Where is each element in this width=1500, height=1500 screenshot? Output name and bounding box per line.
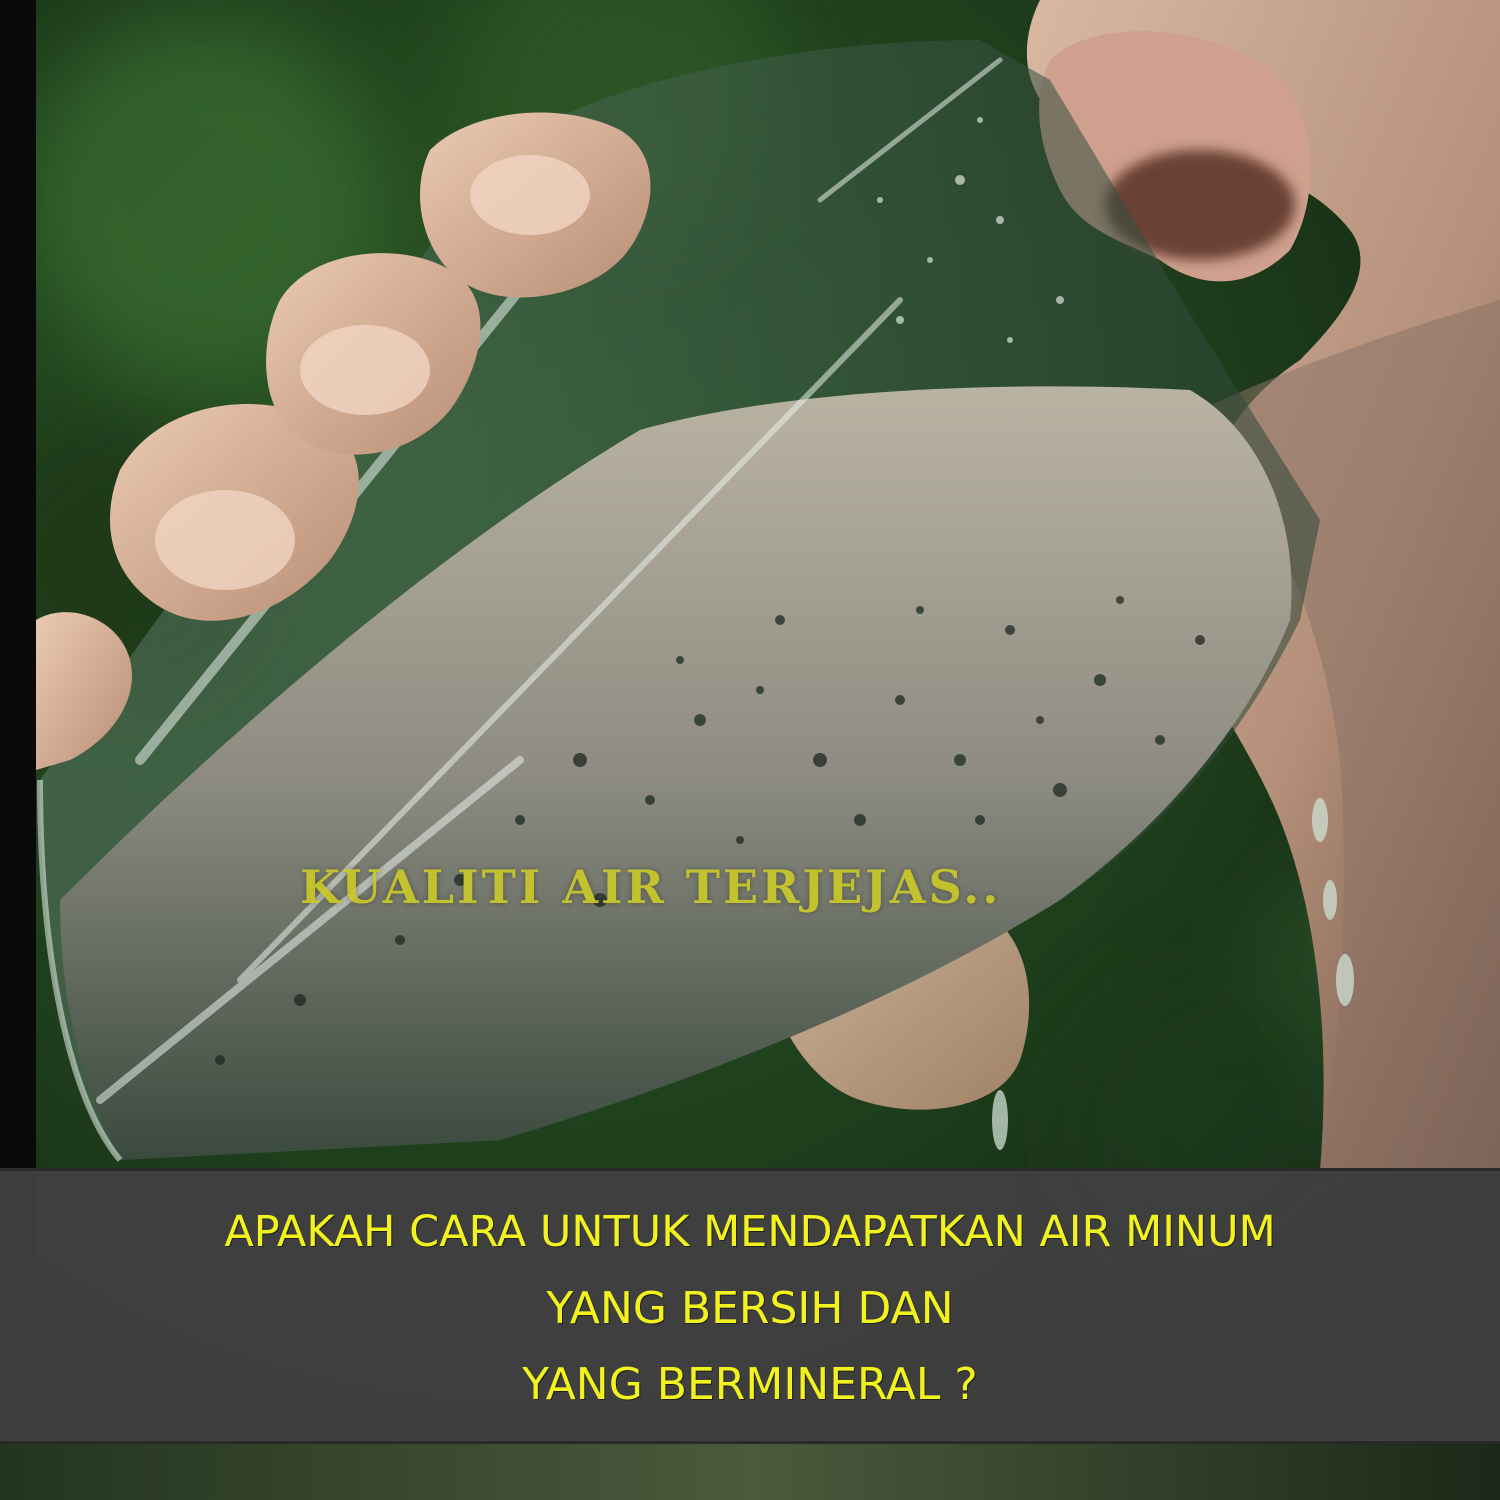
caption-line-2: YANG BERSIH DAN (546, 1283, 954, 1334)
bottom-photo-strip (0, 1438, 1500, 1500)
overlay-text: KUALITI AIR TERJEJAS.. (300, 860, 1002, 914)
caption-bar (0, 1168, 1500, 1444)
caption-line-3: YANG BERMINERAL ? (522, 1359, 978, 1410)
caption-line-1: APAKAH CARA UNTUK MENDAPATKAN AIR MINUM (224, 1207, 1276, 1257)
